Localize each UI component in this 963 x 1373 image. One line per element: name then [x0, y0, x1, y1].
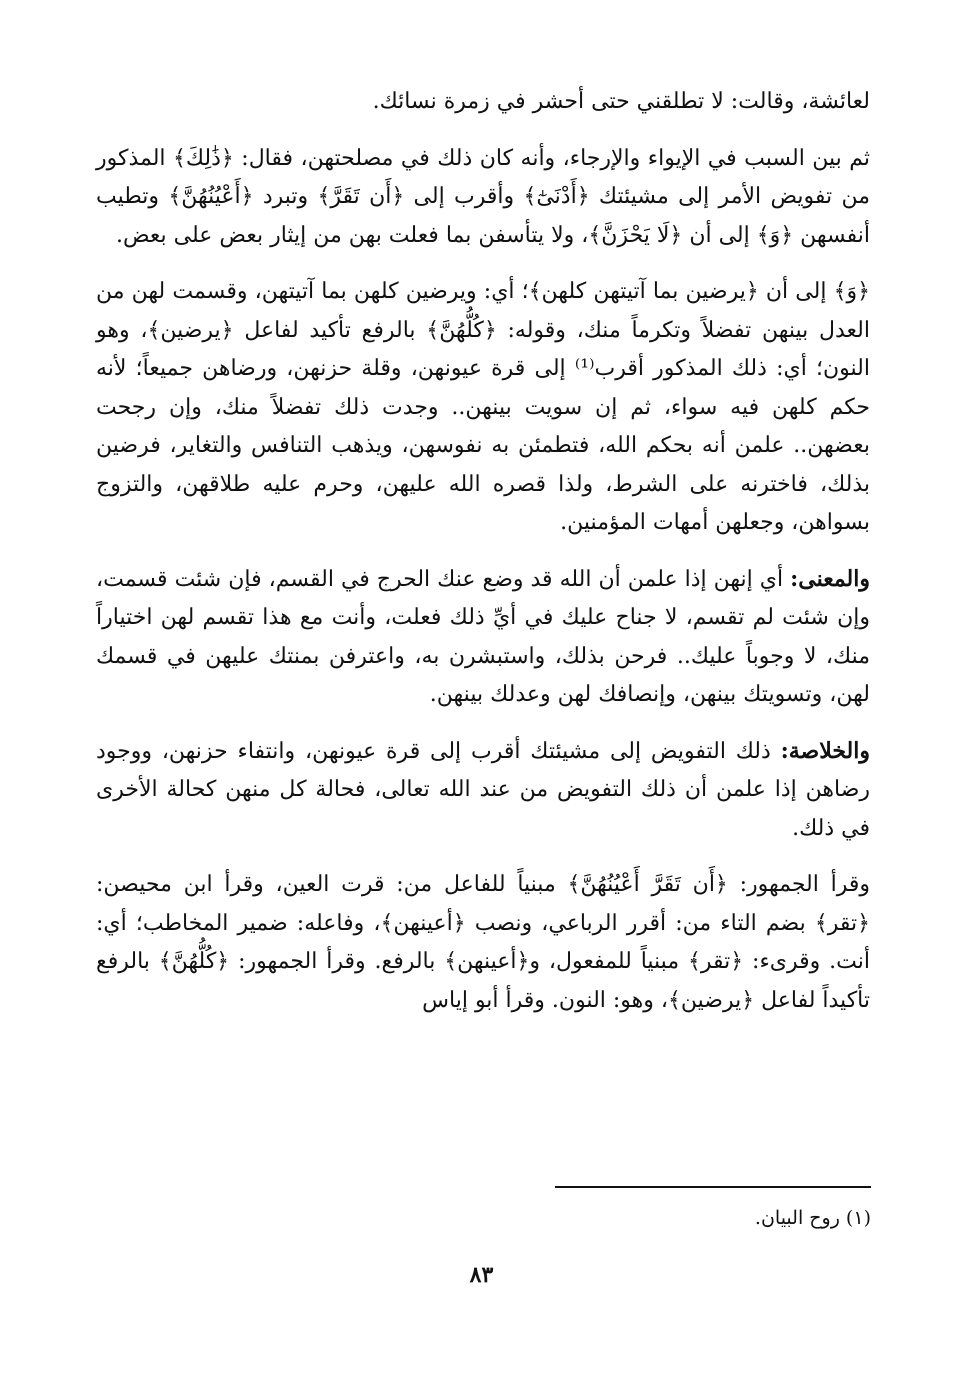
page-number: ٨٣ [469, 1262, 494, 1288]
paragraph-4 [96, 560, 870, 715]
paragraph-1 [96, 82, 870, 122]
paragraph-6 [96, 865, 870, 1020]
paragraph-4-text: أي إنهن إذا علمن أن الله قد وضع عنك الحرج في القسم، فإن شئت قسمت، وإن شئت لم تقسم، لا جناح عليك في أيِّ ذلك فعلت، وأنت مع هذا تقسم لهن اختياراً منك، لا وجوباً عليك.. فرحن بذلك، واستبشرن به، واعترفن بمنتك عليهن في قسمك لهن، وتسويتك بينهن، وإنصافك لهن وعدلك بينهن. [96, 566, 870, 707]
paragraph-3-text: ﴿وَ﴾ إلى أن ﴿يرضين بما آتيتهن كلهن﴾؛ أي: ويرضين كلهن بما آتيتهن، وقسمت لهن من العدل بينهن تفضلاً وتكرماً منك، وقوله: ﴿كُلُّهُنَّ﴾ بالرفع تأكيد لفاعل ﴿يرضين﴾، وهو النون؛ أي: ذلك المذكور أقرب⁽¹⁾ إلى قرة عيونهن، وقلة حزنهن، ورضاهن جميعاً؛ لأنه حكم كلهن فيه سواء، ثم إن سويت بينهن.. وجدت ذلك تفضلاً منك، وإن رجحت بعضهن.. علمن أنه بحكم الله، فتطمئن به نفوسهن، ويذهب التنافس والتغاير، فرضين بذلك، فاخترنه على الشرط، ولذا قصره الله عليهن، وحرم عليه طلاقهن، والتزوج بسواهن، وجعلهن أمهات المؤمنين. [96, 279, 870, 535]
paragraph-5-lead: والخلاصة: [780, 737, 870, 764]
paragraph-3 [96, 272, 870, 543]
paragraph-6-text: وقرأ الجمهور: ﴿أَن تَقَرَّ أَعْيُنُهُنَّ﴾ مبنياً للفاعل من: قرت العين، وقرأ ابن محيصن: ﴿تقر﴾ بضم التاء من: أقرر الرباعي، ونصب ﴿أعينهن﴾، وفاعله: ضمير المخاطب؛ أي: أنت. وقرىء: ﴿تقر﴾ مبنياً للمفعول، و﴿أعينهن﴾ بالرفع. وقرأ الجمهور: ﴿كُلُّهُنَّ﴾ بالرفع تأكيداً لفاعل ﴿يرضين﴾، وهو: النون. وقرأ أبو إياس [96, 872, 870, 1013]
paragraph-2 [96, 139, 870, 256]
footnote-divider [555, 1186, 871, 1188]
page-body [96, 82, 870, 1037]
paragraph-5-text: ذلك التفويض إلى مشيئتك أقرب إلى قرة عيونهن، وانتفاء حزنهن، ووجود رضاهن إذا علمن أن ذلك التفويض من عند الله تعالى، فحالة كل منهن كحالة الأخرى في ذلك. [96, 738, 870, 841]
paragraph-4-lead: والمعنى: [790, 565, 870, 592]
footnote: (١) روح البيان. [754, 1207, 871, 1229]
paragraph-5 [96, 732, 870, 849]
paragraph-2-text: ثم بين السبب في الإيواء والإرجاء، وأنه كان ذلك في مصلحتهن، فقال: ﴿ذَٰلِكَ﴾ المذكور من تفويض الأمر إلى مشيئتك ﴿أَدْنَىٰٓ﴾ وأقرب إلى ﴿أَن تَقَرَّ﴾ وتبرد ﴿أَعْيُنُهُنَّ﴾ وتطيب أنفسهن ﴿وَ﴾ إلى أن ﴿لَا يَحْزَنَّ﴾، ولا يتأسفن بما فعلت بهن من إيثار بعض على بعض. [96, 145, 870, 248]
paragraph-1-text: لعائشة، وقالت: لا تطلقني حتى أحشر في زمرة نسائك. [372, 89, 870, 114]
